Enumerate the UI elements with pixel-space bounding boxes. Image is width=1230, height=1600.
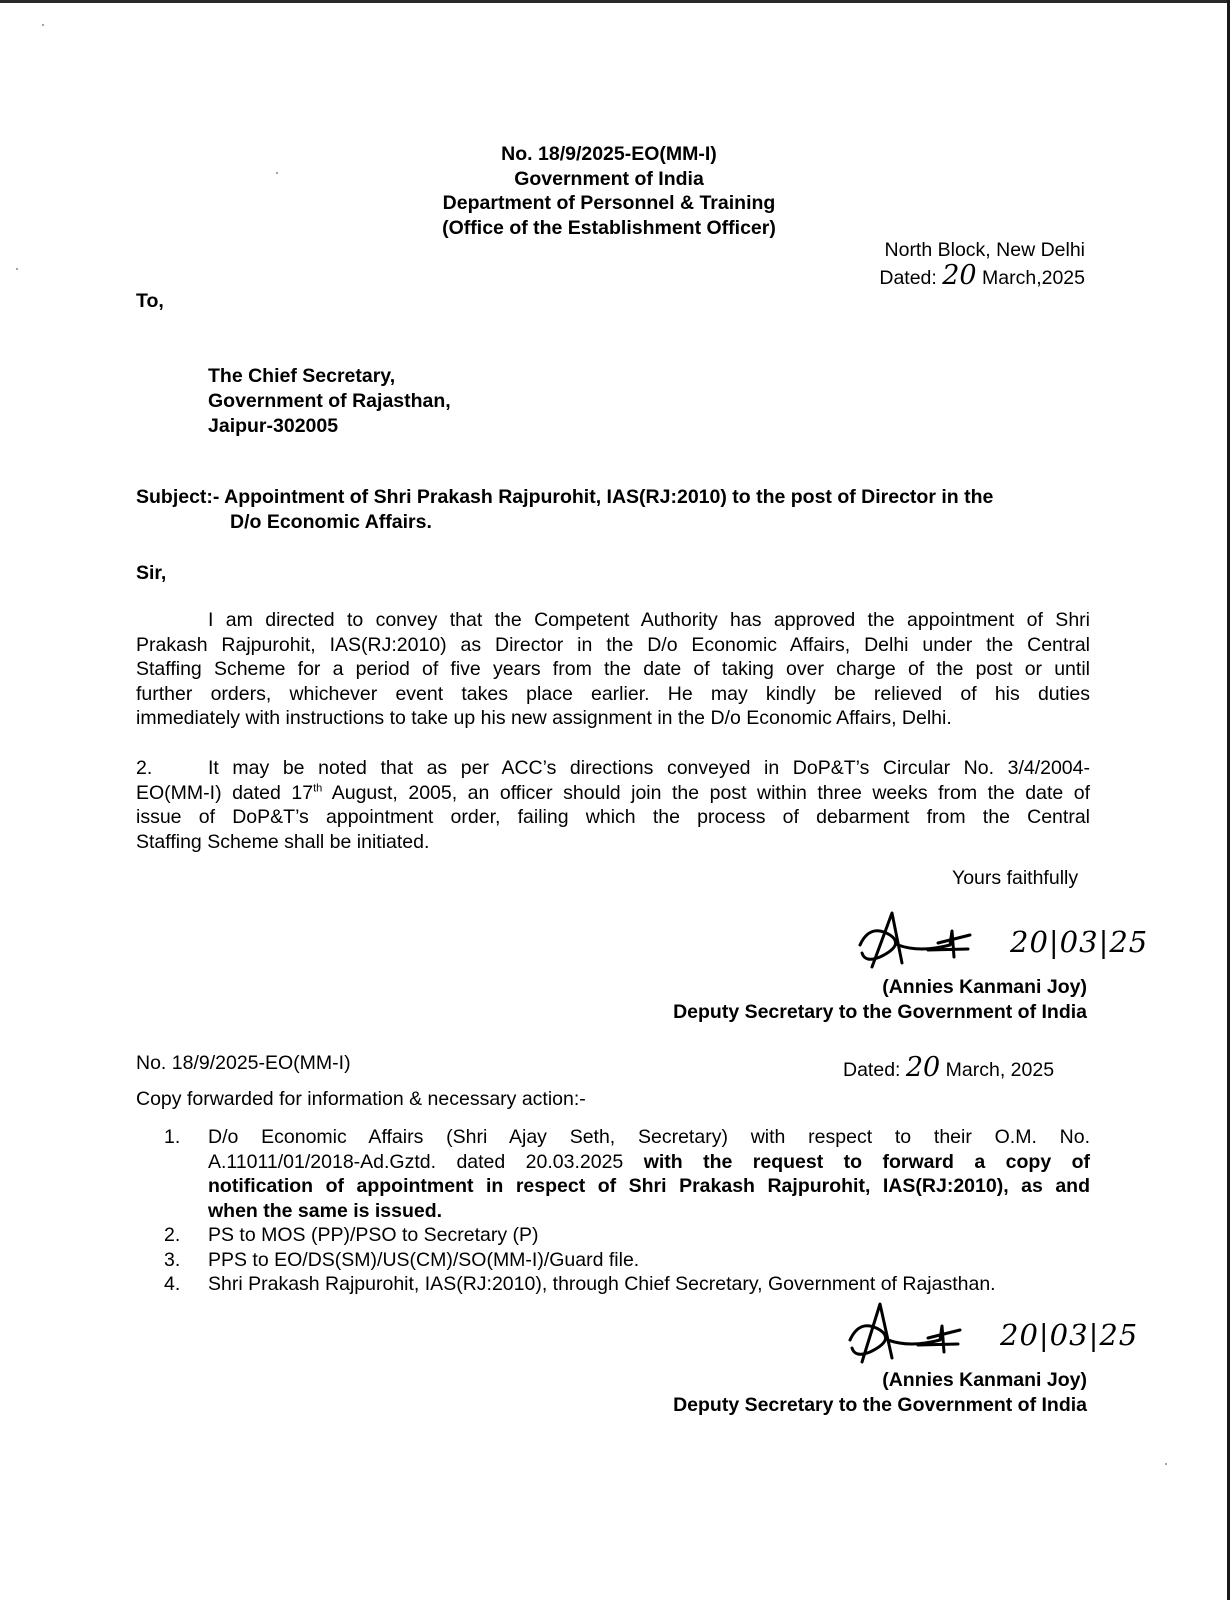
signatory-name: (Annies Kanmani Joy) <box>882 1369 1087 1391</box>
copy-file-number: No. 18/9/2025-EO(MM-I) <box>136 1052 351 1074</box>
list-line: D/o Economic Affairs (Shri Ajay Seth, Secretary) with respect to their O.M. No. <box>208 1126 1090 1148</box>
scan-speck <box>42 24 44 26</box>
signature-image <box>850 905 1010 980</box>
addressee-line: Government of Rajasthan, <box>208 390 451 412</box>
government-name: Government of India <box>514 167 704 190</box>
list-line: PS to MOS (PP)/PSO to Secretary (P) <box>208 1224 539 1246</box>
letter-header <box>424 142 794 240</box>
to-label: To, <box>136 290 164 312</box>
list-item <box>136 1223 1090 1248</box>
list-number: 2. <box>164 1224 181 1246</box>
dated-month-year: March, 2025 <box>945 1059 1055 1081</box>
subject-line: Subject:- Appointment of Shri Prakash Rajpurohit, IAS(RJ:2010) to the post of Director in the <box>136 486 994 508</box>
letter-date <box>800 260 1085 291</box>
list-line: notification of appointment in respect of Shri Prakash Rajpurohit, IAS(RJ:2010), as and <box>208 1175 1090 1197</box>
place-date-block <box>800 238 1085 291</box>
paragraph-number: 2. <box>136 757 153 779</box>
list-text-bold: with the request to forward a copy of <box>643 1150 1090 1173</box>
scan-speck <box>1165 1463 1167 1465</box>
addressee-line: The Chief Secretary, <box>208 365 396 387</box>
dated-month-year: March,2025 <box>982 267 1085 289</box>
signatory-block <box>600 975 1087 1024</box>
list-number: 3. <box>164 1248 181 1271</box>
dated-label: Dated: <box>843 1059 901 1081</box>
paragraph-line: Prakash Rajpurohit, IAS(RJ:2010) as Director in the D/o Economic Affairs, Delhi under the Central <box>136 633 1090 656</box>
list-line <box>208 1150 1090 1175</box>
signatory-name: (Annies Kanmani Joy) <box>882 976 1087 998</box>
paragraph-line: issue of DoP&T’s appointment order, failing which the process of debarment from the Central <box>136 806 1090 828</box>
copy-list <box>136 1125 1090 1297</box>
signature-date: 20|03|25 <box>1000 1318 1139 1352</box>
paragraph-1 <box>136 608 1090 731</box>
dated-label: Dated: <box>879 267 937 289</box>
page-edge-top <box>0 0 1230 3</box>
office-name: (Office of the Establishment Officer) <box>442 216 776 239</box>
list-item <box>136 1248 1090 1273</box>
list-number: 1. <box>164 1126 181 1148</box>
handwritten-day: 20 <box>942 260 977 291</box>
subject-line: D/o Economic Affairs. <box>230 511 432 533</box>
signatory-designation: Deputy Secretary to the Government of India <box>673 1000 1087 1023</box>
paragraph-line: Staffing Scheme for a period of five years from the date of taking over charge of the post or until <box>136 658 1090 680</box>
file-number: No. 18/9/2025-EO(MM-I) <box>501 143 717 165</box>
addressee-line: Jaipur-302005 <box>208 415 339 437</box>
closing-text: Yours faithfully <box>952 867 1079 889</box>
paragraph-line: further orders, whichever event takes place earlier. He may kindly be relieved of his duties <box>136 682 1090 705</box>
paragraph-text: August, 2005, an officer should join the post within three weeks from the date of <box>322 781 1091 804</box>
paragraph-line: immediately with instructions to take up his new assignment in the D/o Economic Affairs, Delhi. <box>136 707 952 729</box>
signature-image <box>840 1300 1000 1375</box>
copy-date <box>843 1052 1054 1083</box>
paragraph-text: EO(MM-I) dated 17 <box>136 781 314 804</box>
department-name: Department of Personnel & Training <box>442 192 776 214</box>
paragraph-text: It may be noted that as per ACC’s directions conveyed in DoP&T’s Circular No. 3/4/2004- <box>208 757 1090 779</box>
signature-date: 20|03|25 <box>1010 925 1149 959</box>
signatory-block <box>600 1368 1087 1417</box>
scan-speck <box>276 172 278 174</box>
paragraph-line <box>136 781 1090 806</box>
ordinal-suffix: th <box>313 782 323 794</box>
paragraph-line: Staffing Scheme shall be initiated. <box>136 830 430 853</box>
addressee-block <box>208 364 451 439</box>
paragraph-line: I am directed to convey that the Competent Authority has approved the appointment of Shri <box>208 609 1090 631</box>
scan-speck <box>16 268 18 270</box>
copy-forwarded-line: Copy forwarded for information & necessary action:- <box>136 1088 586 1110</box>
paragraph-line <box>136 756 1090 781</box>
paragraph-2 <box>136 756 1090 854</box>
subject-block <box>136 485 1086 535</box>
list-number: 4. <box>164 1273 181 1295</box>
place-location: North Block, New Delhi <box>884 239 1085 261</box>
salutation: Sir, <box>136 562 167 584</box>
list-item <box>136 1125 1090 1223</box>
handwritten-day: 20 <box>905 1052 941 1083</box>
signatory-designation: Deputy Secretary to the Government of India <box>673 1393 1087 1416</box>
list-text: A.11011/01/2018-Ad.Gztd. dated 20.03.2025 <box>208 1150 644 1173</box>
list-item <box>136 1272 1090 1297</box>
list-line: when the same is issued. <box>208 1199 443 1222</box>
list-line: Shri Prakash Rajpurohit, IAS(RJ:2010), through Chief Secretary, Government of Rajasthan. <box>208 1273 996 1295</box>
list-line: PPS to EO/DS(SM)/US(CM)/SO(MM-I)/Guard file. <box>208 1248 640 1271</box>
